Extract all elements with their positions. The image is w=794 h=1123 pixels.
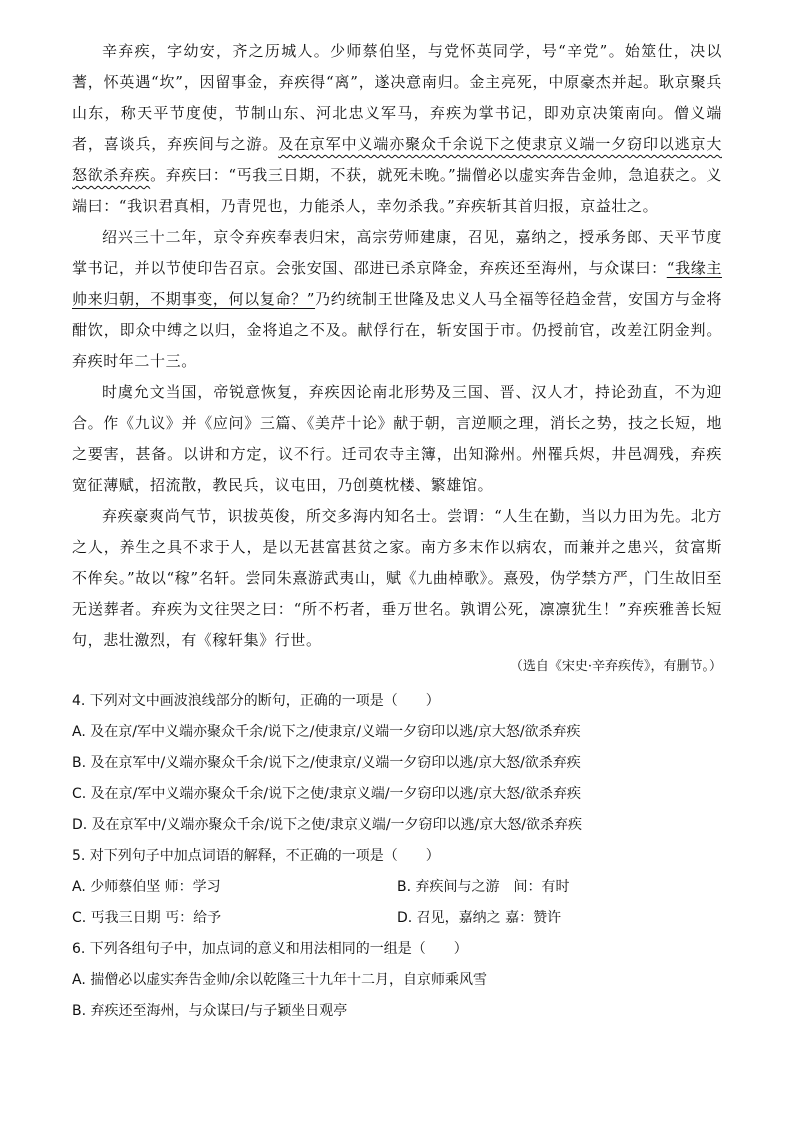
passage-paragraph-3: 时虞允文当国，帝锐意恢复，弃疾因论南北形势及三国、晋、汉人才，持论劲直，不为迎合。作《九议》并《应问》三篇、《美芹十论》献于朝，言逆顺之理，消长之势，技之长短，地之要害，甚备。以讲和方定，议不行。迁司农寺主簿，出知滁州。州罹兵烬，井邑凋残，弃疾宽征薄赋，招流散，教民兵，议屯田，乃创奠枕楼、繁雄馆。 [72,383,722,494]
question-5-option-a: A. 少师蔡伯坚 师：学习 [72,879,221,895]
question-4-option-b: B. 及在京军中/义端亦聚众千余/说下之/使隶京/义端一夕窃印以逃/京大怒/欲杀弃疾 [72,755,581,771]
question-4-stem: 4. 下列对文中画波浪线部分的断句，正确的一项是（ ） [72,693,440,709]
question-6-stem: 6. 下列各组句子中，加点词的意义和用法相同的一组是（ ） [72,941,468,957]
question-list [72,686,722,1027]
wavy-underlined-text: 及在京军中义端亦聚众千余说下之使隶京义端一夕窃印以逃京大怒欲杀弃疾 [72,135,722,184]
classical-passage [72,36,722,656]
passage-text: 。弃疾曰：“丐我三日期，不获，就死未晚。”揣僧必以虚实奔告金帅，急追获之。义端曰：“我识君真相，乃青兕也，力能杀人，幸勿杀我。”弃疾斩其首归报，京益壮之。 [72,166,722,215]
passage-paragraph-2 [72,222,722,377]
question-5-option-b: B. 弃疾间与之游 间：有时 [397,879,570,895]
question-5-stem: 5. 对下列句子中加点词语的解释，不正确的一项是（ ） [72,848,440,864]
question-5-option-c: C. 丐我三日期 丐：给予 [72,910,222,926]
question-4-option-d: D. 及在京军中/义端亦聚众千余/说下之使/隶京义端/一夕窃印以逃/京大怒/欲杀弃疾 [72,817,582,833]
question-6-option-b: B. 弃疾还至海州，与众谋曰/与子颖坐日观亭 [72,1003,348,1019]
question-4-option-c: C. 及在京/军中义端亦聚众千余/说下之使/隶京义端/一夕窃印以逃/京大怒/欲杀弃疾 [72,786,581,802]
question-5-options-row-2 [72,903,722,934]
passage-text: 绍兴三十二年，京令弃疾奉表归宋，高宗劳师建康，召见，嘉纳之，授承务郎、天平节度掌书记，并以节使印告召京。会张安国、邵进已杀京降金，弃疾还至海州，与众谋曰： [72,228,722,277]
question-6-option-a: A. 揣僧必以虚实奔告金帅/余以乾隆三十九年十二月，自京师乘风雪 [72,972,487,988]
passage-text: 辛弃疾，字幼安，齐之历城人。少师蔡伯坚，与党怀英同学，号“辛党”。始筮仕，决以蓍，怀英遇“坎”，因留事金，弃疾得“离”，遂决意南归。金主亮死，中原豪杰并起。耿京聚兵山东，称天平节度使，节制山东、河北忠义军马，弃疾为掌书记，即劝京决策南向。僧义端者，喜谈兵，弃疾间与之游。 [72,42,722,153]
passage-paragraph-1 [72,36,722,222]
question-5-option-d: D. 召见，嘉纳之 嘉：赞许 [397,910,562,926]
passage-text: 乃约统制王世隆及忠义人马全福等径趋金营，安国方与金将酣饮，即众中缚之以归，金将追之不及。献俘行在，斩安国于市。仍授前官，改差江阴金判。弃疾时年二十三。 [72,290,722,370]
passage-source: （选自《宋史·辛弃疾传》，有删节。） [509,659,722,674]
question-4-option-a: A. 及在京/军中义端亦聚众千余/说下之/使隶京/义端一夕窃印以逃/京大怒/欲杀弃疾 [72,724,581,740]
underlined-text: “我缘主帅来归朝，不期事变，何以复命？” [72,259,722,308]
question-5-options-row-1 [72,872,722,903]
passage-paragraph-4: 弃疾豪爽尚气节，识拔英俊，所交多海内知名士。尝谓：“人生在勤，当以力田为先。北方之人，养生之具不求于人，是以无甚富甚贫之家。南方多末作以病农，而兼并之患兴，贫富斯不侔矣。”故以“稼”名轩。尝同朱熹游武夷山，赋《九曲棹歌》。熹殁，伪学禁方严，门生故旧至无送葬者。弃疾为文往哭之曰：“所不朽者，垂万世名。孰谓公死，凛凛犹生！”弃疾雅善长短句，悲壮激烈，有《稼轩集》行世。 [72,507,722,649]
